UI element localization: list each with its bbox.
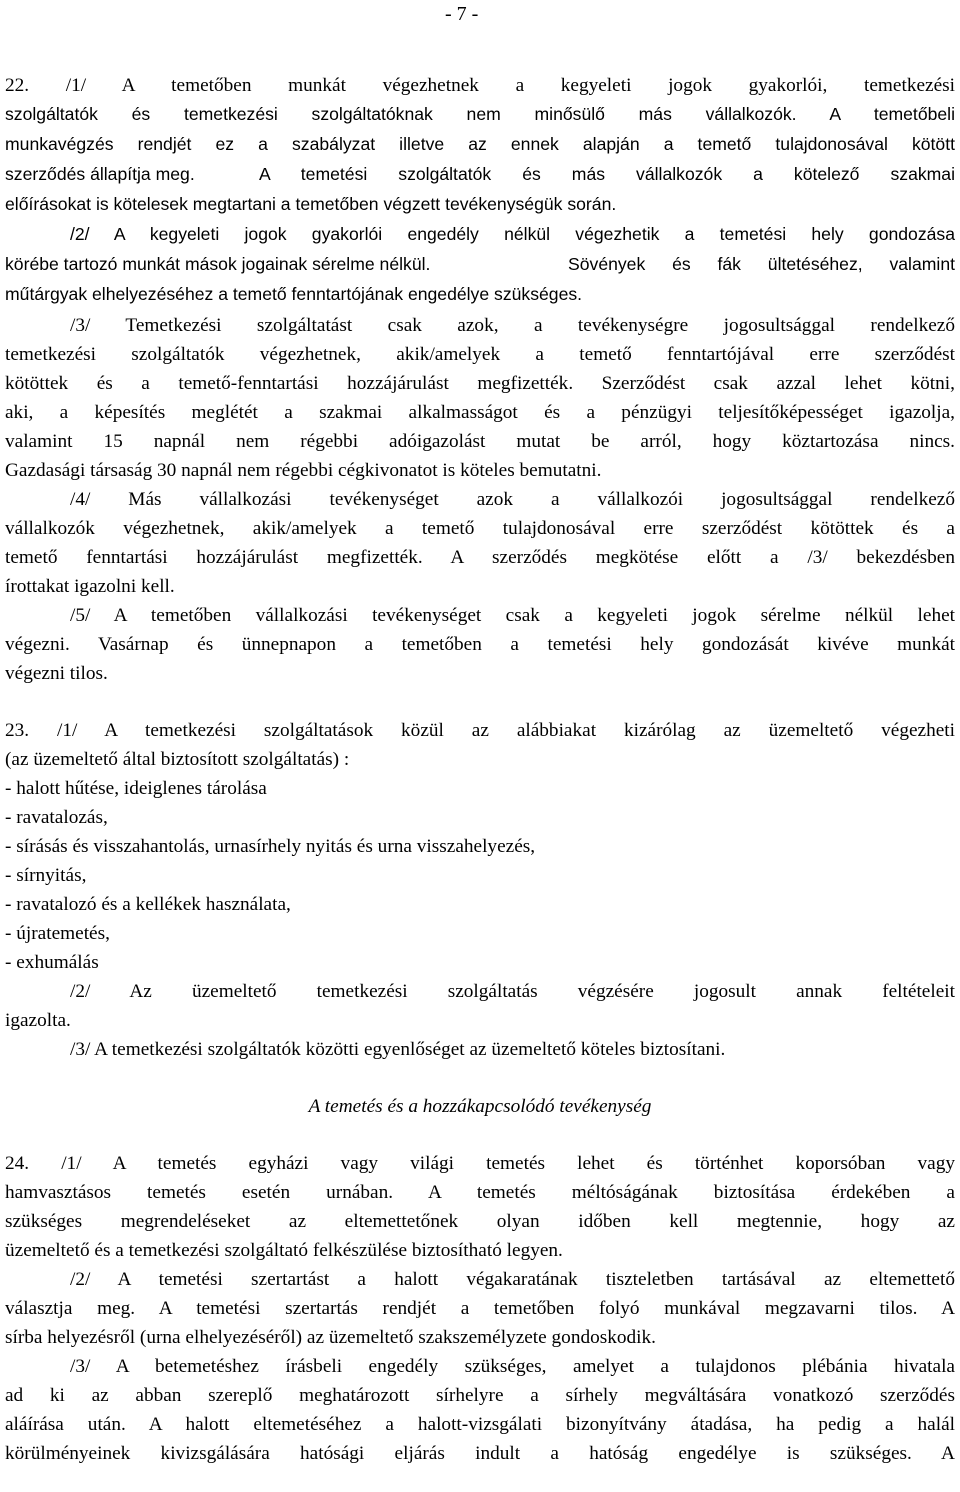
list-item: - sírásás és visszahantolás, urnasírhely nyitás és urna visszahelyezés, — [5, 836, 536, 857]
section-24-p3-line-4: körülményeinek kivizsgálására hatósági eljárás indult a hatóság engedélye is szükséges. A — [5, 1443, 955, 1464]
section-24-p2-line-2: választja meg. A temetési szertartás rendjét a temetőben folyó munkával megzavarni tilos. A — [5, 1298, 955, 1319]
section-23-p3-line-1: /3/ A temetkezési szolgáltatók közötti egyenlőséget az üzemeltető köteles biztosítani. — [70, 1039, 726, 1060]
section-22-p2-line-2b: Sövények és fák ültetéséhez, valamint — [568, 254, 955, 274]
section-22-p3-line-1: /3/ Temetkezési szolgáltatást csak azok, a tevékenységre jogosultsággal rendelkező — [70, 315, 955, 336]
section-24-p3-line-2: ad ki az abban szereplő meghatározott sírhelyre a sírhely megváltására vonatkozó szerződés — [5, 1385, 955, 1406]
section-22-p4-line-2: vállalkozók végezhetnek, akik/amelyek a temető tulajdonosával erre szerződést kötöttek és a — [5, 518, 955, 539]
section-heading: A temetés és a hozzákapcsolódó tevékenység — [308, 1096, 652, 1117]
section-24-p2-line-1: /2/ A temetési szertartást a halott végakaratának tiszteletben tartásával az eltemettető — [70, 1269, 955, 1290]
section-23-p1-line-2: (az üzemeltető által biztosított szolgáltatás) : — [5, 749, 350, 770]
list-item: - ravatalozó és a kellékek használata, — [5, 894, 291, 915]
section-24-p1-line-4: üzemeltető és a temetkezési szolgáltató felkészülése biztosítható legyen. — [5, 1240, 563, 1261]
section-22-p3-line-2: temetkezési szolgáltatók végezhetnek, akik/amelyek a temető fenntartójával erre szerződést — [5, 344, 955, 365]
section-23-p2-line-2: igazolta. — [5, 1010, 71, 1031]
section-23-p1-line-1: 23. /1/ A temetkezési szolgáltatások közül az alábbiakat kizárólag az üzemeltető végezheti — [5, 720, 955, 741]
list-item: - sírnyitás, — [5, 865, 87, 886]
section-22-p3-line-6: Gazdasági társaság 30 napnál nem régebbi cégkivonatot is köteles bemutatni. — [5, 460, 602, 481]
section-22-p3-line-3: kötöttek és a temető-fenntartási hozzájárulást megfizették. Szerződést csak azzal lehet kötni, — [5, 373, 955, 394]
list-item: - újratemetés, — [5, 923, 110, 944]
section-22-p4-line-4: írottakat igazolni kell. — [5, 576, 175, 597]
section-22-p1-line-3: munkavégzés rendjét ez a szabályzat illetve az ennek alapján a temető tulajdonosával kötött — [5, 134, 955, 154]
section-22-p5-line-2: végezni. Vasárnap és ünnepnapon a temetőben a temetési hely gondozását kivéve munkát — [5, 634, 955, 655]
section-22-p1-line-5: előírásokat is kötelesek megtartani a temetőben végzett tevékenységük során. — [5, 194, 617, 214]
page-number: - 7 - — [445, 3, 479, 25]
section-22-p3-line-5: valamint 15 napnál nem régebbi adóigazolást mutat be arról, hogy köztartozása nincs. — [5, 431, 955, 452]
section-22-p4-line-3: temető fenntartási hozzájárulást megfizették. A szerződés megkötése előtt a /3/ bekezdésben — [5, 547, 955, 568]
section-24-p1-line-2: hamvasztásos temetés esetén urnában. A temetés méltóságának biztosítása érdekében a — [5, 1182, 955, 1203]
section-22-p2-line-2a: körébe tartozó munkát mások jogainak sérelme nélkül. — [5, 254, 431, 274]
section-22-p2-line-1: /2/ A kegyeleti jogok gyakorlói engedély nélkül végezhetik a temetési hely gondozása — [70, 224, 955, 244]
section-24-p3-line-3: aláírása után. A halott eltemetéséhez a halott-vizsgálati bizonyítvány átadása, ha pedig a halál — [5, 1414, 955, 1435]
section-24-p1-line-1: 24. /1/ A temetés egyházi vagy világi temetés lehet és történhet koporsóban vagy — [5, 1153, 955, 1174]
section-22-p1-line-1: 22. /1/ A temetőben munkát végezhetnek a kegyeleti jogok gyakorlói, temetkezési — [5, 75, 955, 96]
section-22-p3-line-4: aki, a képesítés meglétét a szakmai alkalmasságot és a pénzügyi teljesítőképességet igazolja, — [5, 402, 955, 423]
section-24-p2-line-3: sírba helyezésről (urna elhelyezéséről) az üzemeltető szakszemélyzete gondoskodik. — [5, 1327, 656, 1348]
list-item: - exhumálás — [5, 952, 99, 973]
section-22-p1-line-2: szolgáltatók és temetkezési szolgáltatóknak nem minősülő más vállalkozók. A temetőbeli — [5, 104, 955, 124]
list-item: - halott hűtése, ideiglenes tárolása — [5, 778, 267, 799]
section-22-p2-line-3: műtárgyak elhelyezéséhez a temető fenntartójának engedélye szükséges. — [5, 284, 583, 304]
section-24-p1-line-3: szükséges megrendeléseket az eltemettetőnek olyan időben kell megtennie, hogy az — [5, 1211, 955, 1232]
list-item: - ravatalozás, — [5, 807, 108, 828]
section-22-p5-line-1: /5/ A temetőben vállalkozási tevékenységet csak a kegyeleti jogok sérelme nélkül lehet — [70, 605, 955, 626]
section-22-p1-line-4a: szerződés állapítja meg. — [5, 164, 195, 184]
section-22-p4-line-1: /4/ Más vállalkozási tevékenységet azok a vállalkozói jogosultsággal rendelkező — [70, 489, 955, 510]
section-22-p5-line-3: végezni tilos. — [5, 663, 108, 684]
section-22-p1-line-4b: A temetési szolgáltatók és más vállalkozók a kötelező szakmai — [259, 164, 955, 184]
section-24-p3-line-1: /3/ A betemetéshez írásbeli engedély szükséges, amelyet a tulajdonos plébánia hivatala — [70, 1356, 955, 1377]
section-23-p2-line-1: /2/ Az üzemeltető temetkezési szolgáltatás végzésére jogosult annak feltételeit — [70, 981, 955, 1002]
